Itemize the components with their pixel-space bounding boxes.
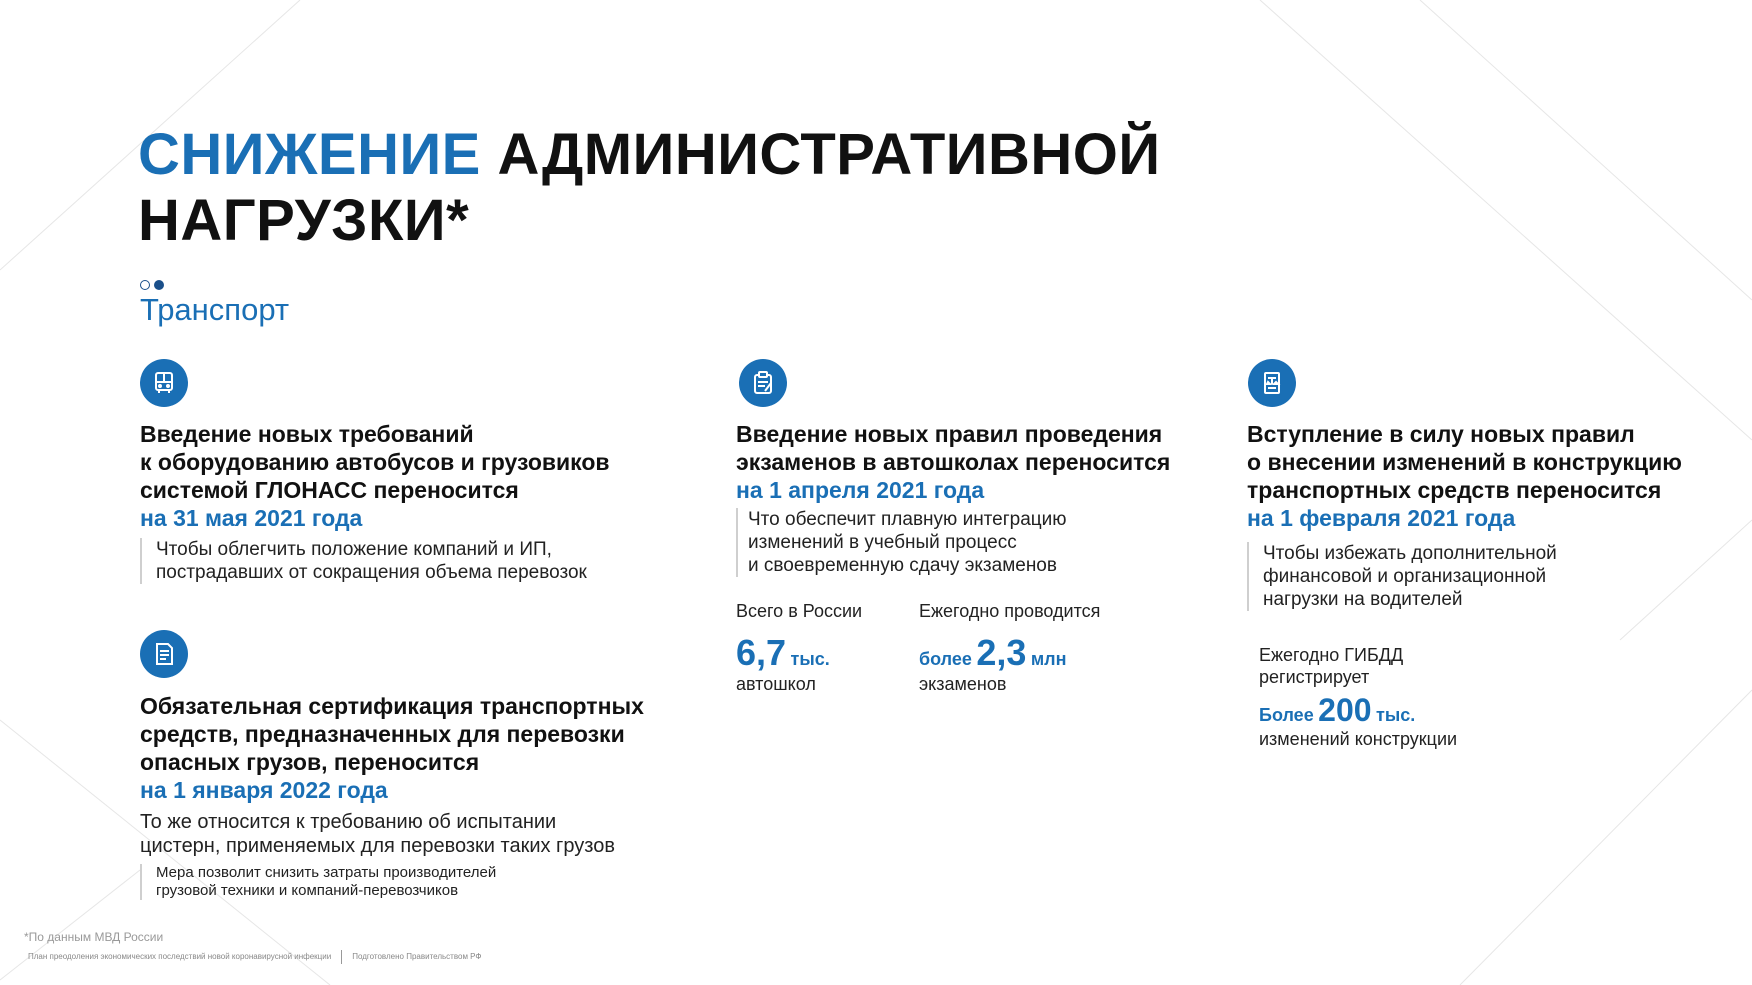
item-exams [736, 420, 1196, 577]
heading-line: опасных грузов, переносится [140, 749, 480, 775]
page-title [138, 122, 1161, 254]
item-date: на 1 января 2022 года [140, 777, 388, 803]
title-line2: НАГРУЗКИ* [138, 188, 470, 253]
stat-registrations [1259, 644, 1559, 749]
heading-line: транспортных средств переносится [1247, 477, 1662, 503]
note-line: пострадавших от сокращения объема перевозок [156, 562, 587, 583]
note-line: Чтобы избежать дополнительной [1263, 543, 1557, 564]
note-line: финансовой и организационной [1263, 566, 1547, 587]
stat-label-line: регистрирует [1259, 667, 1370, 687]
heading-line: Обязательная сертификация транспортных [140, 693, 644, 719]
document-icon [140, 630, 188, 678]
footer-source [28, 950, 482, 964]
note-line: Что обеспечит плавную интеграцию [748, 509, 1067, 530]
item-date: на 1 апреля 2021 года [736, 477, 985, 503]
item-certification [140, 692, 700, 900]
note-line: изменений в учебный процесс [748, 532, 1017, 553]
item-heading [140, 420, 680, 504]
item-note [736, 508, 1196, 577]
footer-separator [341, 950, 342, 964]
item-plain-text [140, 810, 700, 858]
stat-value: 2,3 [976, 632, 1027, 673]
stat-sub: экзаменов [919, 674, 1007, 694]
note-line: нагрузки на водителей [1263, 589, 1463, 610]
stat-value: 200 [1318, 692, 1372, 728]
heading-line: экзаменов в автошколах переносится [736, 449, 1171, 475]
heading-line: Вступление в силу новых правил [1247, 421, 1635, 447]
stat-unit: тыс. [790, 649, 830, 669]
item-heading [1247, 420, 1737, 504]
stat-value-line [1259, 692, 1559, 729]
stat-label: Всего в России [736, 601, 863, 621]
item-date: на 1 февраля 2021 года [1247, 505, 1516, 531]
footnote: *По данным МВД России [24, 930, 164, 944]
book-icon [1248, 359, 1296, 407]
item-heading [736, 420, 1196, 476]
stat-label [1259, 644, 1559, 688]
heading-line: системой ГЛОНАСС переносится [140, 477, 519, 503]
stat-driving-schools [736, 600, 906, 694]
pager-dot-filled [154, 280, 164, 290]
footer-left: План преодоления экономических последствий новой коронавирусной инфекции [28, 952, 332, 962]
item-note [140, 538, 680, 584]
heading-line: средств, предназначенных для перевозки [140, 721, 625, 747]
stat-prefix: более [919, 649, 972, 669]
stat-prefix: Более [1259, 705, 1314, 725]
section-subtitle: Транспорт [140, 292, 290, 327]
title-rest: АДМИНИСТРАТИВНОЙ [497, 122, 1161, 187]
stat-sub: изменений конструкции [1259, 729, 1458, 749]
stat-value-line [736, 632, 906, 674]
note-line: и своевременную сдачу экзаменов [748, 555, 1057, 576]
stat-value-line [919, 632, 1149, 674]
item-heading [140, 692, 700, 776]
plain-line: То же относится к требованию об испытании [140, 811, 557, 833]
item-note [140, 864, 700, 900]
note-line: Мера позволит снизить затраты производителей [156, 864, 497, 881]
item-construction-changes [1247, 420, 1737, 611]
heading-line: о внесении изменений в конструкцию [1247, 449, 1682, 475]
plain-line: цистерн, применяемых для перевозки таких грузов [140, 835, 615, 857]
footer-right: Подготовлено Правительством РФ [352, 952, 482, 962]
item-glonass [140, 420, 680, 584]
heading-line: к оборудованию автобусов и грузовиков [140, 449, 610, 475]
note-line: Чтобы облегчить положение компаний и ИП, [156, 539, 552, 560]
title-accent: СНИЖЕНИЕ [138, 122, 481, 187]
pager-dot-empty [140, 280, 150, 290]
stat-value: 6,7 [736, 632, 787, 673]
item-note [1247, 542, 1737, 611]
stat-unit: млн [1030, 649, 1067, 669]
bus-icon [140, 359, 188, 407]
stat-exams [919, 600, 1149, 694]
clipboard-icon [739, 359, 787, 407]
stat-unit: тыс. [1376, 705, 1416, 725]
item-date: на 31 мая 2021 года [140, 505, 363, 531]
stat-label-line: Ежегодно ГИБДД [1259, 645, 1404, 665]
note-line: грузовой техники и компаний-перевозчиков [156, 882, 459, 899]
stat-sub: автошкол [736, 674, 816, 694]
stat-label: Ежегодно проводится [919, 601, 1101, 621]
heading-line: Введение новых требований [140, 421, 474, 447]
heading-line: Введение новых правил проведения [736, 421, 1163, 447]
